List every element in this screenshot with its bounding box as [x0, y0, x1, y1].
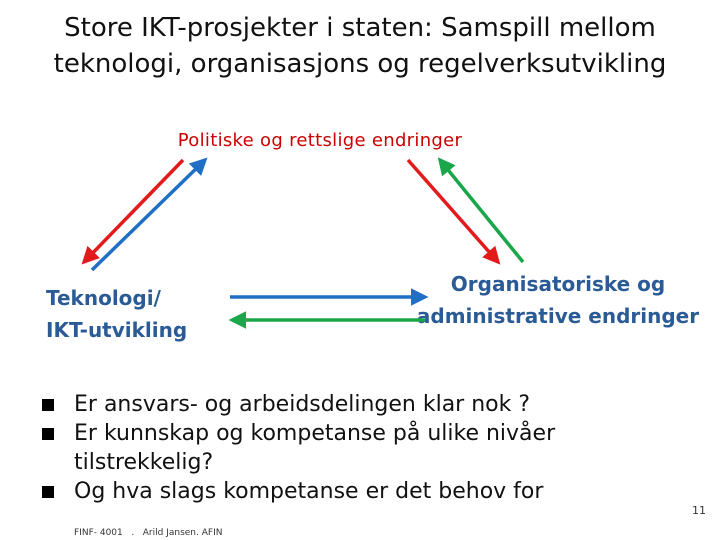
bullet-list: [62, 390, 622, 506]
node-teknologi-line-1: Teknologi/: [46, 286, 161, 310]
arrow-blue-to-politiske: [92, 160, 205, 270]
bullet-item: [62, 419, 622, 477]
title-line-2: teknologi, organisasjons og regelverksutvikling: [53, 49, 667, 79]
node-teknologi-line-2: IKT-utvikling: [46, 318, 188, 342]
square-bullet-icon: [42, 486, 54, 498]
node-organisatoriske-line-2: administrative endringer: [416, 304, 700, 328]
bullet-text-continuation: tilstrekkelig?: [74, 450, 214, 475]
node-politiske-endringer: Politiske og rettslige endringer: [177, 130, 463, 151]
bullet-item: [62, 477, 622, 506]
bullet-text: Er kunnskap og kompetanse på ulike nivåer: [74, 421, 556, 446]
square-bullet-icon: [42, 399, 54, 411]
page-number: 11: [692, 504, 706, 517]
square-bullet-icon: [42, 428, 54, 440]
title-line-1: Store IKT-prosjekter i staten: Samspill mellom: [64, 13, 656, 43]
arrow-red-to-teknologi: [84, 160, 183, 262]
footer-text: FINF- 4001 . Arild Jansen. AFIN: [74, 528, 223, 538]
bullet-text: Og hva slags kompetanse er det behov for: [74, 479, 544, 504]
node-organisatoriske-line-1: Organisatoriske og: [450, 272, 666, 296]
bullet-item: [62, 390, 622, 419]
bullet-text: Er ansvars- og arbeidsdelingen klar nok ?: [74, 392, 531, 417]
